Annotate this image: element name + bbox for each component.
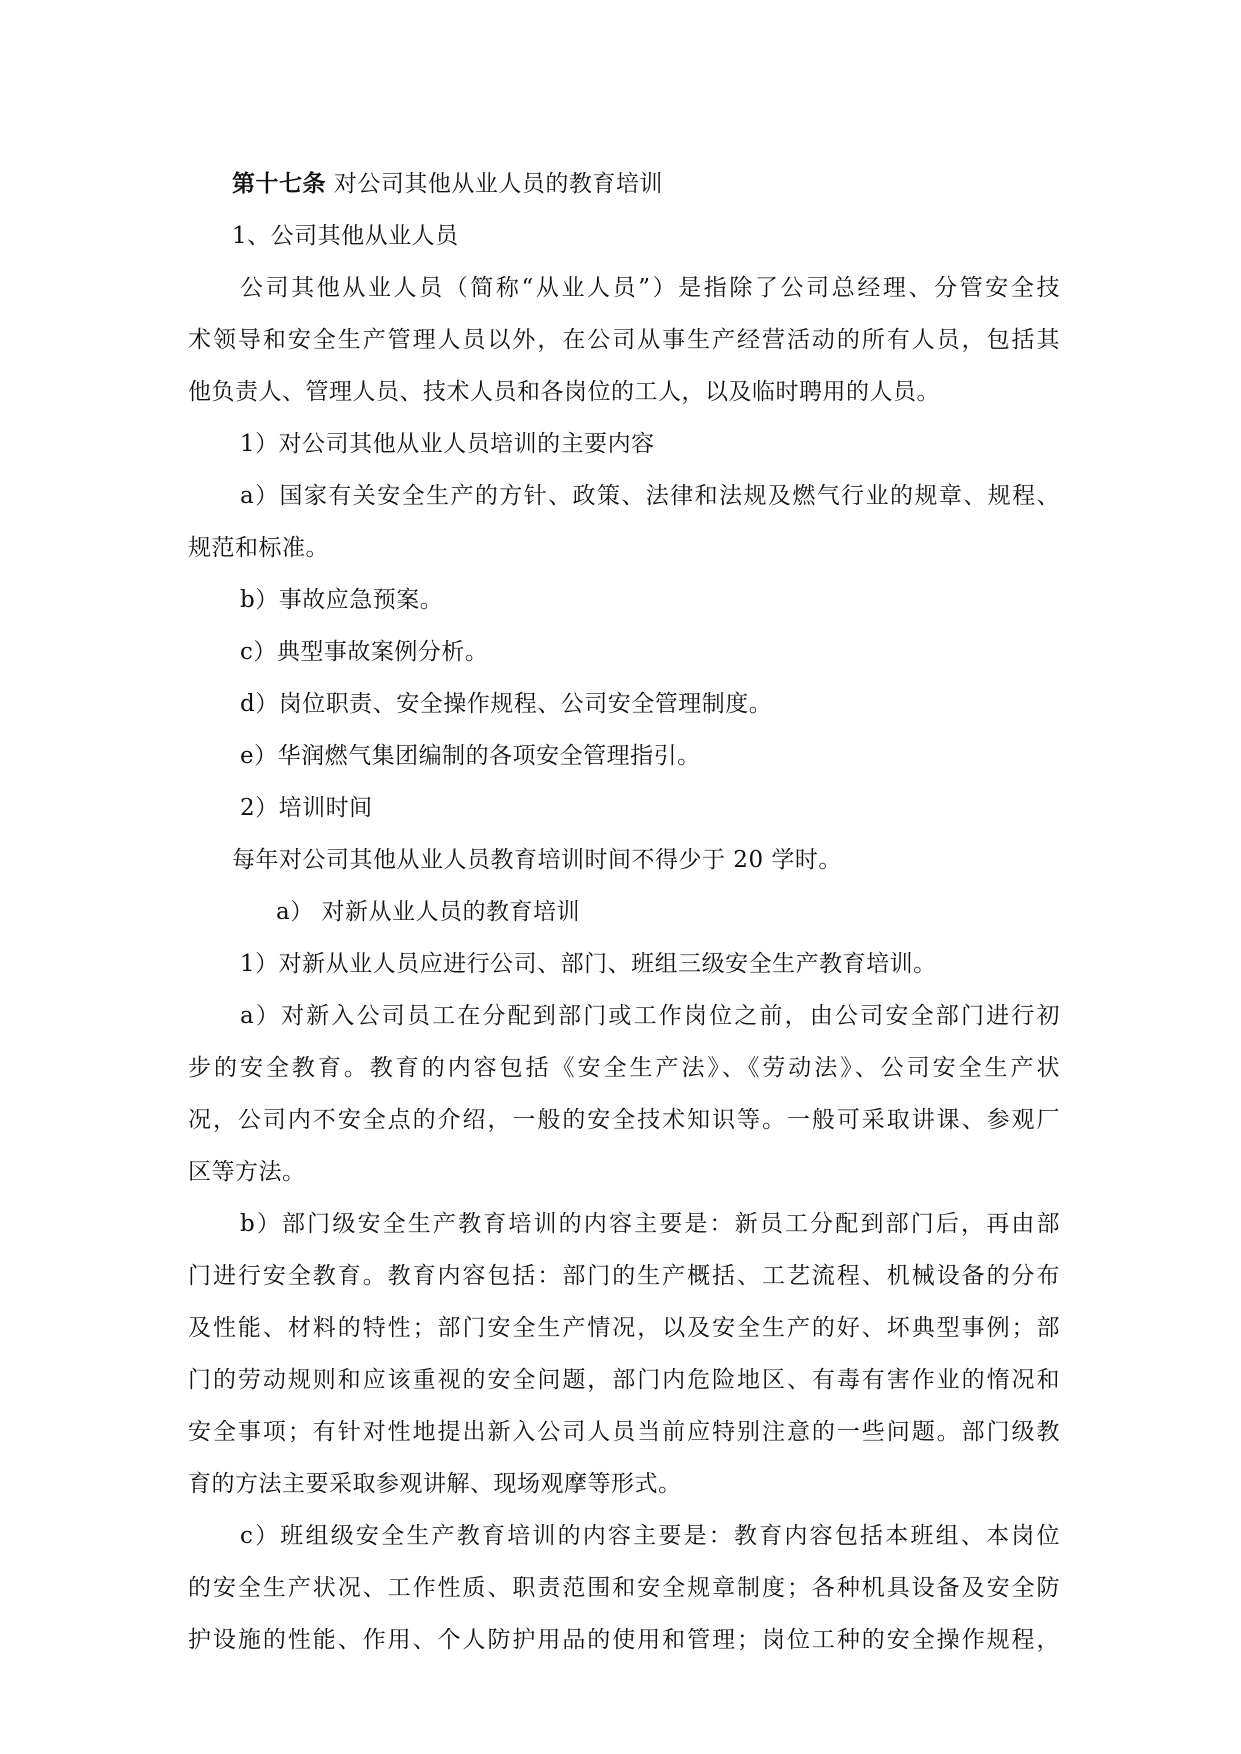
list-item-continuation: 门的劳动规则和应该重视的安全问题，部门内危险地区、有毒有害作业的惰况和 xyxy=(188,1367,1060,1393)
list-item-continuation: 安全事项；有针对性地提出新入公司人员当前应特别注意的一些问题。部门级教 xyxy=(188,1419,1060,1445)
paragraph-line: 术领导和安全生产管理人员以外，在公司从事生产经营活动的所有人员，包括其 xyxy=(188,327,1060,353)
article-label: 第十七条 xyxy=(232,170,326,197)
list-item-continuation: 护设施的性能、作用、个人防护用品的使用和管理；岗位工种的安全操作规程， xyxy=(188,1627,1060,1653)
article-title: 对公司其他从业人员的教育培训 xyxy=(333,171,663,197)
list-item-continuation: 育的方法主要采取参观讲解、现场观摩等形式。 xyxy=(188,1471,682,1497)
list-item: c）班组级安全生产教育培训的内容主要是：教育内容包括本班组、本岗位 xyxy=(240,1523,1060,1549)
subsection-heading: 1）对公司其他从业人员培训的主要内容 xyxy=(240,431,655,457)
paragraph-line: 他负责人、管理人员、技术人员和各岗位的工人，以及临时聘用的人员。 xyxy=(188,379,940,405)
article-heading xyxy=(188,158,1060,210)
paragraph-line: 公司其他从业人员（简称“从业人员”）是指除了公司总经理、分管安全技 xyxy=(240,275,1060,301)
list-item: e）华润燃气集团编制的各项安全管理指引。 xyxy=(240,743,701,769)
document-page xyxy=(188,158,1060,1666)
list-item: b）事故应急预案。 xyxy=(240,587,444,613)
list-item: a）国家有关安全生产的方针、政策、法律和法规及燃气行业的规章、规程、 xyxy=(240,483,1060,509)
list-item-continuation: 的安全生产状况、工作性质、职责范围和安全规章制度；各种机具设备及安全防 xyxy=(188,1575,1060,1601)
list-item: c）典型事故案例分析。 xyxy=(240,639,489,665)
list-item-continuation: 区等方法。 xyxy=(188,1159,306,1185)
list-item-continuation: 规范和标准。 xyxy=(188,535,329,561)
list-item-continuation: 及性能、材料的特性；部门安全生产情况，以及安全生产的好、坏典型事例；部 xyxy=(188,1315,1060,1341)
list-item-continuation: 况，公司内不安全点的介绍，一般的安全技术知识等。一般可采取讲课、参观厂 xyxy=(188,1107,1060,1133)
list-item-continuation: 门进行安全教育。教育内容包括：部门的生产概括、工艺流程、机械设备的分布 xyxy=(188,1263,1060,1289)
list-item: d）岗位职责、安全操作规程、公司安全管理制度。 xyxy=(240,691,773,717)
list-item: b）部门级安全生产教育培训的内容主要是：新员工分配到部门后，再由部 xyxy=(240,1211,1060,1237)
paragraph-line: 1）对新从业人员应进行公司、部门、班组三级安全生产教育培训。 xyxy=(240,951,937,977)
subsection-heading: 2）培训时间 xyxy=(240,795,373,821)
section-heading: 1、公司其他从业人员 xyxy=(232,223,459,249)
list-item-continuation: 步的安全教育。教育的内容包括《安全生产法》、《劳动法》、公司安全生产状 xyxy=(188,1055,1060,1081)
paragraph-line: 每年对公司其他从业人员教育培训时间不得少于 20 学时。 xyxy=(232,847,842,873)
subsection-heading: a） 对新从业人员的教育培训 xyxy=(276,899,581,925)
list-item: a）对新入公司员工在分配到部门或工作岗位之前，由公司安全部门进行初 xyxy=(240,1003,1060,1029)
